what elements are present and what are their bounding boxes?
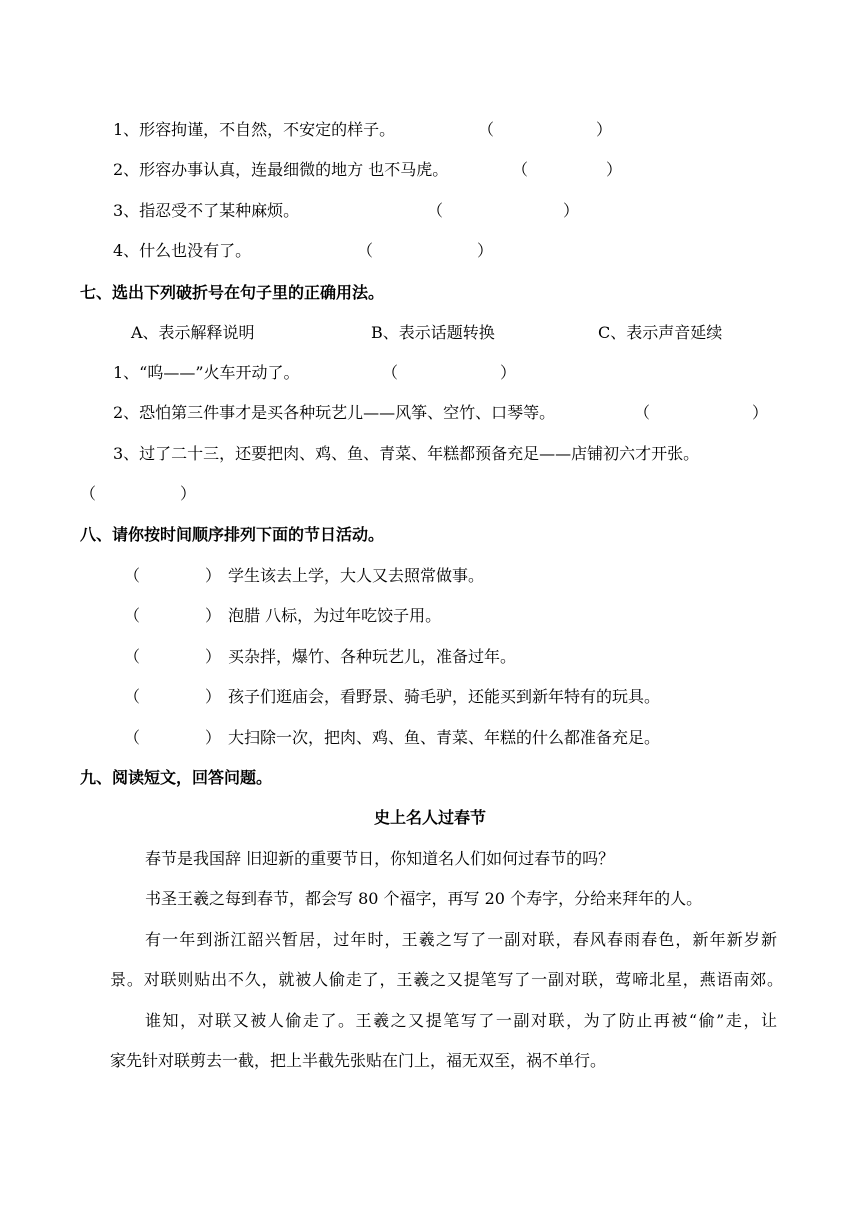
option-c: C、表示声音延续: [598, 323, 723, 342]
passage-title: 史上名人过春节: [373, 808, 486, 827]
passage-paragraph-4-line-2: 家先针对联剪去一截，把上半截先张贴在门上，福无双至，祸不单行。: [110, 1051, 607, 1070]
part6-item-4: 4、什么也没有了。: [113, 241, 252, 260]
part7-item-2: 2、恐怕第三件事才是买各种玩艺儿——风筝、空竹、口琴等。: [113, 403, 556, 422]
section-heading-7: 七、选出下列破折号在句子里的正确用法。: [80, 283, 385, 302]
passage-paragraph-3-line-1: 有一年到浙江韶兴暂居，过年时，王羲之写了一副对联，春风春雨春色，新年新岁新: [145, 930, 777, 949]
answer-paren-close: ）: [205, 728, 222, 747]
answer-paren-open: （: [124, 606, 141, 625]
option-b: B、表示话题转换: [371, 323, 495, 342]
answer-paren-close: ）: [752, 403, 769, 422]
answer-paren-open: （: [124, 687, 141, 706]
section-heading-9: 九、阅读短文，回答问题。: [80, 768, 273, 787]
part8-item-1: 学生该去上学，大人又去照常做事。: [228, 566, 485, 585]
answer-paren-open: （: [382, 363, 399, 382]
answer-paren-close: ）: [477, 241, 494, 260]
answer-paren-close: ）: [180, 484, 197, 503]
answer-paren-open: （: [478, 120, 495, 139]
answer-paren-close: ）: [563, 201, 580, 220]
answer-paren-open: （: [357, 241, 374, 260]
answer-paren-close: ）: [205, 687, 222, 706]
answer-paren-close: ）: [205, 566, 222, 585]
part6-item-3: 3、指忍受不了某种麻烦。: [113, 201, 300, 220]
answer-paren-close: ）: [205, 606, 222, 625]
part8-item-4: 孩子们逛庙会，看野景、骑毛驴，还能买到新年特有的玩具。: [228, 687, 661, 706]
part6-item-2: 2、形容办事认真，连最细微的地方 也不马虎。: [113, 160, 449, 179]
part8-item-5: 大扫除一次，把肉、鸡、鱼、青菜、年糕的什么都准备充足。: [228, 728, 661, 747]
part7-item-1: 1、“呜——”火车开动了。: [113, 363, 300, 382]
section-heading-8: 八、请你按时间顺序排列下面的节日活动。: [80, 525, 385, 544]
answer-paren-open: （: [80, 484, 97, 503]
answer-paren-open: （: [124, 647, 141, 666]
passage-paragraph-3-line-2: 景。对联则贴出不久，就被人偷走了，王羲之又提笔写了一副对联，莺啼北星，燕语南郊。: [110, 970, 783, 989]
option-a: A、表示解释说明: [131, 323, 255, 342]
passage-paragraph-1: 春节是我国辞 旧迎新的重要节日，你知道名人们如何过春节的吗？: [145, 849, 615, 868]
answer-paren-close: ）: [606, 160, 623, 179]
part8-item-2: 泡腊 八标，为过年吃饺子用。: [228, 606, 442, 625]
answer-paren-open: （: [427, 201, 444, 220]
passage-paragraph-4-line-1: 谁知，对联又被人偷走了。王羲之又提笔写了一副对联，为了防止再被“偷”走，让: [145, 1011, 777, 1030]
part8-item-3: 买杂拌，爆竹、各种玩艺儿，准备过年。: [228, 647, 517, 666]
passage-paragraph-2: 书圣王羲之每到春节，都会写 80 个福字，再写 20 个寿字，分给来拜年的人。: [145, 889, 703, 908]
answer-paren-close: ）: [500, 363, 517, 382]
answer-paren-open: （: [124, 728, 141, 747]
answer-paren-open: （: [512, 160, 529, 179]
answer-paren-open: （: [634, 403, 651, 422]
part7-item-3: 3、过了二十三，还要把肉、鸡、鱼、青菜、年糕都预备充足——店铺初六才开张。: [113, 444, 700, 463]
part6-item-1: 1、形容拘谨，不自然，不安定的样子。: [113, 120, 396, 139]
answer-paren-open: （: [124, 566, 141, 585]
answer-paren-close: ）: [205, 647, 222, 666]
answer-paren-close: ）: [596, 120, 613, 139]
